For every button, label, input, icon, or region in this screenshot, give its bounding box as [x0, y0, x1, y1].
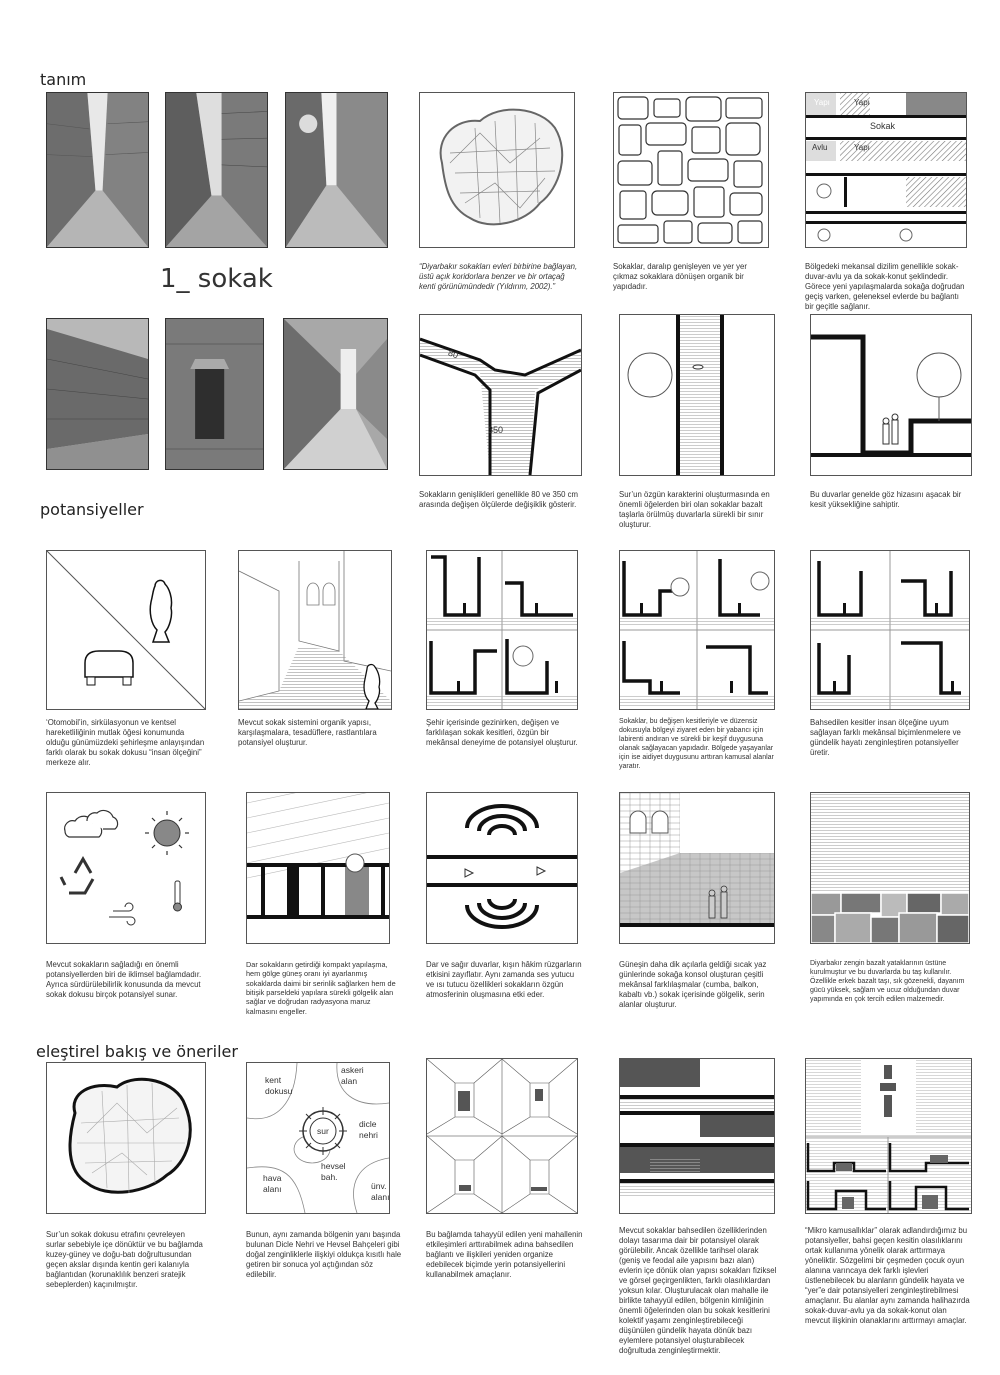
- caption-dicle: Bunun, aynı zamanda bölgenin yanı başında bulunan Dicle Nehri ve Hevsel Bahçeleri gibi doğal zenginliklerle ilişkiyi oldukça kısıtlı hale getiren bir sonuca yol açtığından söz edilebilir.: [246, 1230, 402, 1279]
- map-label-hevsel: hevsel bah.: [321, 1161, 346, 1182]
- map-label-unv: ünv. alanı: [371, 1181, 390, 1202]
- caption-dar: Dar sokakların getirdiği kompakt yapılaşma, hem gölge güneş oranı iyi ayarlanmış sokaklarda daimi bir serinlik sağlarken hem de bitişik parseldeki yapılara sürekli gölgelik alan sağlar ve doğrudan radyasyona maruz kalmasını engeller.: [246, 960, 396, 1016]
- map-label-hava: hava alanı: [263, 1173, 282, 1194]
- caption-bahsedilen: Bahsedilen kesitler insan ölçeğine uyum sağlayan farklı mekânsal biçimlenmelere ve gündelik hayatı zenginleştiren potansiyeller üretir.: [810, 718, 961, 757]
- heading-sokak: 1_ sokak: [160, 264, 273, 294]
- caption-organic: Sokaklar, daralıp genişleyen ve yer yer çıkmaz sokaklara dönüşen organik bir yapıdadır.: [613, 262, 747, 291]
- label-yapi-2: Yapı: [854, 98, 870, 107]
- car-vs-human-diagram: [46, 550, 206, 710]
- label-yapi-1: Yapı: [814, 98, 830, 107]
- caption-quote: “Diyarbakır sokakları evleri birbirine bağlayan, üstü açık koridorlara benzer ve bir ortaçağ kenti görünümündedir (Yıldırım, 2002).”: [419, 262, 578, 291]
- caption-mikro: “Mikro kamusallıklar” olarak adlandırdığımız bu potansiyeller, bahsi geçen kesitin olasılıklarını ortak kullanıma yönelik olarak arttırmaya yöneliktir. Sözgelimi bir çeşmeden çocuk oyun alanına varıncaya dek farklı işlevleri üstlenebilecek bu alanların gündelik hayata ve “yer”e dair potansiyelleri zenginleştirebilmesi amaçlanır. Bu alanlar aynı zamanda halihazırda sokak-duvar-avlu ya da sokak-konut olan mevcut ilişkinin olanaklarını arttırmayı amaçlar.: [805, 1226, 970, 1325]
- map-label-sur: sur: [317, 1126, 329, 1136]
- shading-section-diagram: [246, 792, 390, 944]
- micro-public-spaces-diagram: [805, 1058, 972, 1214]
- proposal-plan-section: [619, 1058, 775, 1214]
- street-photo-6: [283, 318, 388, 470]
- climate-icons-diagram: [46, 792, 206, 944]
- street-photo-4: [46, 318, 149, 470]
- section-grid-1: [426, 550, 578, 710]
- caption-sur-dokusu: Sur’un sokak dokusu etrafını çevreleyen surlar sebebiyle içe dönüktür ve bu bağlamda kuzey-güney ve doğu-batı doğrultusundan geçen akslar dışında kentin geri kalanıyla bağlantıdan (korunaklılık benzeri sratejik sebeplerden) kaçınılmıştır.: [46, 1230, 203, 1289]
- label-avlu: Avlu: [812, 143, 828, 152]
- map-label-askeri: askeri alan: [341, 1065, 364, 1086]
- caption-tasarim: Mevcut sokaklar bahsedilen özelliklerinden dolayı tasarıma dair bir potansiyel olarak görülebilir. Ancak özellikle tarihsel olarak (geniş ve feodal aile yapısını bazı alan) evlerin içe dönük olan yapısı sokakları fiziksel ve görsel geçirgenlikten, farklı olasılıklardan yoksun kılar. Oluşturulacak olan mahalle ile birlikte tahayyül edilen, bölgenin kimliğinin önemli öğelerinden olan bu sokak kesitlerini kolektif yaşamı zenginleştirebileceği düşünülen gündelik hayata dönük bazı eylemlere potansiyel oluşturabilecek doğrultuda zenginleştirmektir.: [619, 1226, 777, 1355]
- caption-mekansal: Bölgedeki mekansal dizilim genellikle sokak-duvar-avlu ya da sokak-konut şeklindedir. Görece yeni yapılaşmalarda sokağa doğrudan geçiş varken, geleneksel evlerde bu bağlantı bir geçitle sağlanır.: [805, 262, 965, 311]
- caption-genislik: Sokakların genişlikleri genellikle 80 ve 350 cm arasında değişen ölçülerde değişiklik gösterir.: [419, 490, 579, 509]
- caption-mevcut: Mevcut sokak sistemini organik yapısı, karşılaşmalara, tesadüflere, rastlantılara potansiyel oluşturur.: [238, 718, 377, 747]
- sur-wall-plan-diagram: [619, 314, 775, 476]
- city-map-diagram: [419, 92, 575, 248]
- street-photo-3: [285, 92, 388, 248]
- width-label-350: 350: [488, 425, 504, 435]
- caption-tahayyul: Bu bağlamda tahayyül edilen yeni mahallenin etkileşimleri arttırabilmek adına bahsedilen bağlantı ve ilişkileri yeniden organize edebilecek biçimde yerin potansiyellerini kullanabilmek amaçlanır.: [426, 1230, 583, 1279]
- section-grid-2: [619, 550, 775, 710]
- label-yapi-3: Yapı: [854, 143, 870, 152]
- wind-sound-diagram: [426, 792, 578, 944]
- caption-gunes: Güneşin daha dik açılarla geldiği sıcak yaz günlerinde sokağa konsol oluşturan çeşitli mekânsal farklılaşmalar (cumba, balkon, kabaltı vb.) sokak içerisinde gölgelik, serin alanlar oluşturur.: [619, 960, 767, 1009]
- caption-duvar: Bu duvarlar genelde göz hizasını aşacak bir kesit yüksekliğine sahiptir.: [810, 490, 962, 509]
- caption-sehir: Şehir içerisinde gezinirken, değişen ve farklılaşan sokak kesitleri, özgün bir mekânsal deneyime de potansiyel oluşturur.: [426, 718, 578, 747]
- street-photo-2: [165, 92, 268, 248]
- street-photo-5: [165, 318, 264, 470]
- street-perspective-sketch: [238, 550, 392, 710]
- wall-section-diagram: [810, 314, 972, 476]
- walled-city-map: [46, 1062, 206, 1214]
- caption-otomobil: ‘Otomobil’in, sirkülasyonun ve kentsel hareketliliğinin mutlak öğesi konumunda olduğu günümüzdeki şehirleşme anlayışından farklı olarak bu sokak dokusu “insan ölçeğini” merkeze alır.: [46, 718, 205, 767]
- map-label-dicle: dicle nehri: [359, 1119, 378, 1140]
- caption-sokaklar: Sokaklar, bu değişen kesitleriyle ve düzensiz dokusuyla bölgeyi ziyaret eden bir yabancı için labirenti andıran ve sürekli bir keşif duygusuna olanak sağlayacan yapıdadır. Bölgede yaşayanlar için ise aidiyet duygusunu arttıran kamusal alanlar yaratır.: [619, 718, 774, 770]
- caption-bazalt: Diyarbakır zengin bazalt yataklarının üstüne kurulmuştur ve bu duvarlarda bu taş kullanılır. Özellikle erkek bazalt taşı, sık gözenekli, dayanım gücü yüksek, sağlam ve ucuz olduğundan duvar yapımında en çok tercih edilen malzemedir.: [810, 960, 965, 1003]
- section-grid-3: [810, 550, 970, 710]
- heading-tanim: tanım: [40, 70, 87, 89]
- context-bubble-map: [246, 1062, 390, 1214]
- organic-streets-diagram: [613, 92, 769, 248]
- heading-elestirel: eleştirel bakış ve öneriler: [36, 1042, 238, 1061]
- width-label-80: 80: [446, 347, 460, 361]
- caption-iklim: Mevcut sokakların sağladığı en önemli potansiyellerden biri de iklimsel bağlamdadır. Ayrıca sürdürülebilirlik konusunda da mevcut sokak dokusu birçok potansiyel sunar.: [46, 960, 202, 999]
- label-sokak: Sokak: [870, 121, 896, 131]
- caption-sur: Sur’un özgün karakterini oluşturmasında en önemli öğelerden biri olan sokaklar bazalt taşlarla örülmüş duvarlarla sürekli bir sınır oluşturur.: [619, 490, 770, 529]
- spatial-sequence-diagram: [805, 92, 967, 248]
- caption-sagir: Dar ve sağır duvarlar, kışın hâkim rüzgarların etkisini zayıflatır. Aynı zamanda ses yutucu ve ısı tutucu özellikleri sokakların özgün atmosferinin oluşmasına etki eder.: [426, 960, 582, 999]
- cantilever-shade-diagram: [619, 792, 775, 944]
- map-label-kent: kent dokusu: [265, 1075, 293, 1096]
- heading-potansiyeller: potansiyeller: [40, 500, 144, 519]
- street-photo-1: [46, 92, 149, 248]
- basalt-wall-diagram: [810, 792, 970, 944]
- street-width-diagram: [419, 314, 582, 476]
- proposal-perspectives: [426, 1058, 578, 1214]
